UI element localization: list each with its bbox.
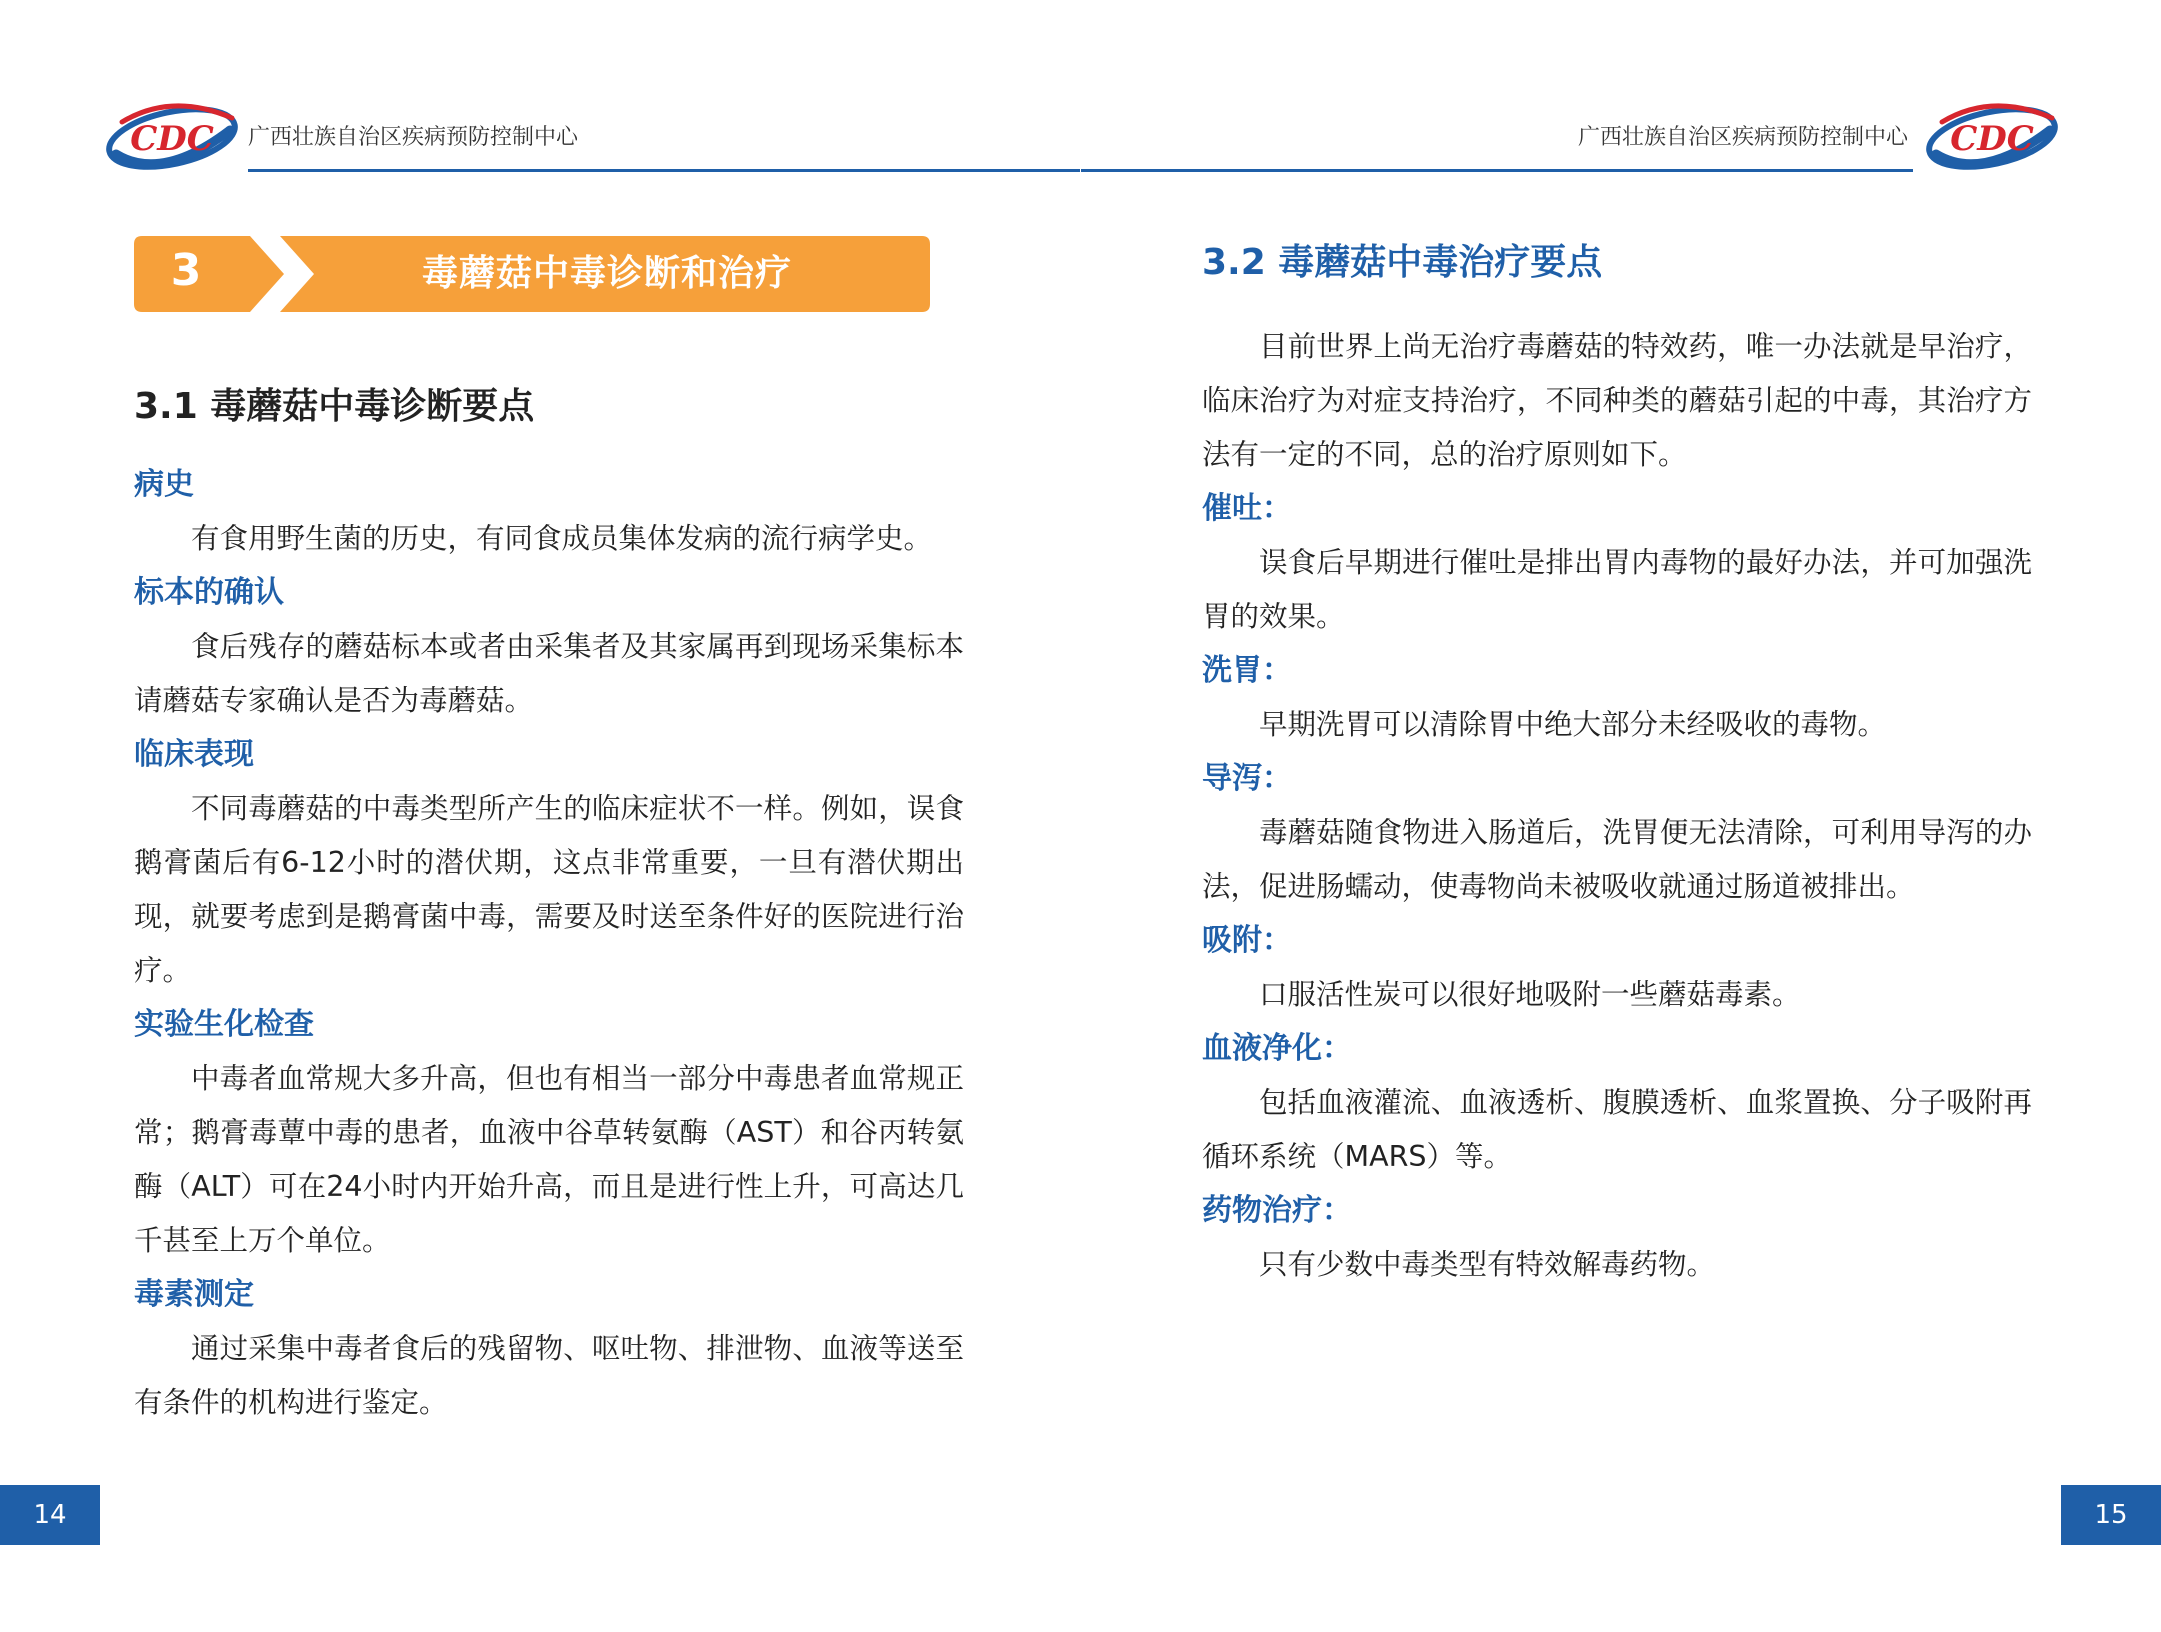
right-page bbox=[1081, 0, 2161, 1632]
subheading-lab-tests: 实验生化检查 bbox=[134, 1007, 314, 1042]
paragraph-clinical: 不同毒蘑菇的中毒类型所产生的临床症状不一样。例如，误食鹅膏菌后有6-12小时的潜伏期，这点非常重要，一旦有潜伏期出现，就要考虑到是鹅膏菌中毒，需要及时送至条件好的医院进行治疗。 bbox=[134, 792, 964, 987]
paragraph-blood-purification: 包括血液灌流、血液透析、腹膜透析、血浆置换、分子吸附再循环系统（MARS）等。 bbox=[1202, 1086, 2032, 1173]
svg-text:CDC: CDC bbox=[1950, 119, 2034, 159]
paragraph-catharsis: 毒蘑菇随食物进入肠道后，洗胃便无法清除，可利用导泻的办法，促进肠蠕动，使毒物尚未被吸收就通过肠道被排出。 bbox=[1202, 816, 2032, 903]
paragraph-gastric-lavage: 早期洗胃可以清除胃中绝大部分未经吸收的毒物。 bbox=[1259, 708, 1887, 741]
paragraph-history: 有食用野生菌的历史，有同食成员集体发病的流行病学史。 bbox=[191, 522, 933, 555]
paragraph-intro: 目前世界上尚无治疗毒蘑菇的特效药，唯一办法就是早治疗，临床治疗为对症支持治疗，不同种类的蘑菇引起的中毒，其治疗方法有一定的不同，总的治疗原则如下。 bbox=[1202, 330, 2032, 471]
subheading-emesis: 催吐： bbox=[1202, 491, 1292, 526]
cdc-logo bbox=[102, 92, 242, 178]
section-title-3-2: 3.2 毒蘑菇中毒治疗要点 bbox=[1202, 242, 1603, 283]
chapter-number: 3 bbox=[170, 245, 202, 296]
section-title-3-1: 3.1 毒蘑菇中毒诊断要点 bbox=[134, 386, 535, 427]
cdc-logo bbox=[1922, 92, 2062, 178]
page-number-left: 14 bbox=[0, 1485, 100, 1545]
header-org-name: 广西壮族自治区疾病预防控制中心 bbox=[248, 125, 579, 150]
subheading-clinical: 临床表现 bbox=[134, 737, 254, 772]
paragraph-lab-tests: 中毒者血常规大多升高，但也有相当一部分中毒患者血常规正常；鹅膏毒蕈中毒的患者，血液中谷草转氨酶（AST）和谷丙转氨酶（ALT）可在24小时内开始升高，而且是进行性上升，可高达几千甚至上万个单位。 bbox=[134, 1062, 964, 1257]
diagnosis-content bbox=[134, 458, 964, 1430]
subheading-specimen: 标本的确认 bbox=[134, 575, 284, 610]
svg-text:CDC: CDC bbox=[130, 119, 214, 159]
header-divider bbox=[248, 169, 1080, 172]
cdc-logo-icon bbox=[1922, 92, 2062, 178]
header-divider bbox=[1081, 169, 1913, 172]
subheading-blood-purification: 血液净化： bbox=[1202, 1031, 1352, 1066]
chapter-title: 毒蘑菇中毒诊断和治疗 bbox=[421, 253, 792, 294]
subheading-drug-therapy: 药物治疗： bbox=[1202, 1193, 1352, 1228]
paragraph-adsorption: 口服活性炭可以很好地吸附一些蘑菇毒素。 bbox=[1259, 978, 1801, 1011]
subheading-gastric-lavage: 洗胃： bbox=[1202, 653, 1292, 688]
subheading-catharsis: 导泻： bbox=[1202, 761, 1292, 796]
left-page bbox=[0, 0, 1080, 1632]
paragraph-specimen: 食后残存的蘑菇标本或者由采集者及其家属再到现场采集标本请蘑菇专家确认是否为毒蘑菇。 bbox=[134, 630, 964, 717]
paragraph-toxin-test: 通过采集中毒者食后的残留物、呕吐物、排泄物、血液等送至有条件的机构进行鉴定。 bbox=[134, 1332, 964, 1419]
header-org-name: 广西壮族自治区疾病预防控制中心 bbox=[1578, 125, 1909, 150]
paragraph-drug-therapy: 只有少数中毒类型有特效解毒药物。 bbox=[1259, 1248, 1716, 1281]
subheading-adsorption: 吸附： bbox=[1202, 923, 1292, 958]
subheading-history: 病史 bbox=[134, 467, 194, 502]
paragraph-emesis: 误食后早期进行催吐是排出胃内毒物的最好办法，并可加强洗胃的效果。 bbox=[1202, 546, 2032, 633]
page-number-right: 15 bbox=[2061, 1485, 2161, 1545]
chapter-banner bbox=[134, 236, 930, 312]
cdc-logo-icon bbox=[102, 92, 242, 178]
treatment-content bbox=[1202, 320, 2032, 1292]
subheading-toxin-test: 毒素测定 bbox=[134, 1277, 254, 1312]
